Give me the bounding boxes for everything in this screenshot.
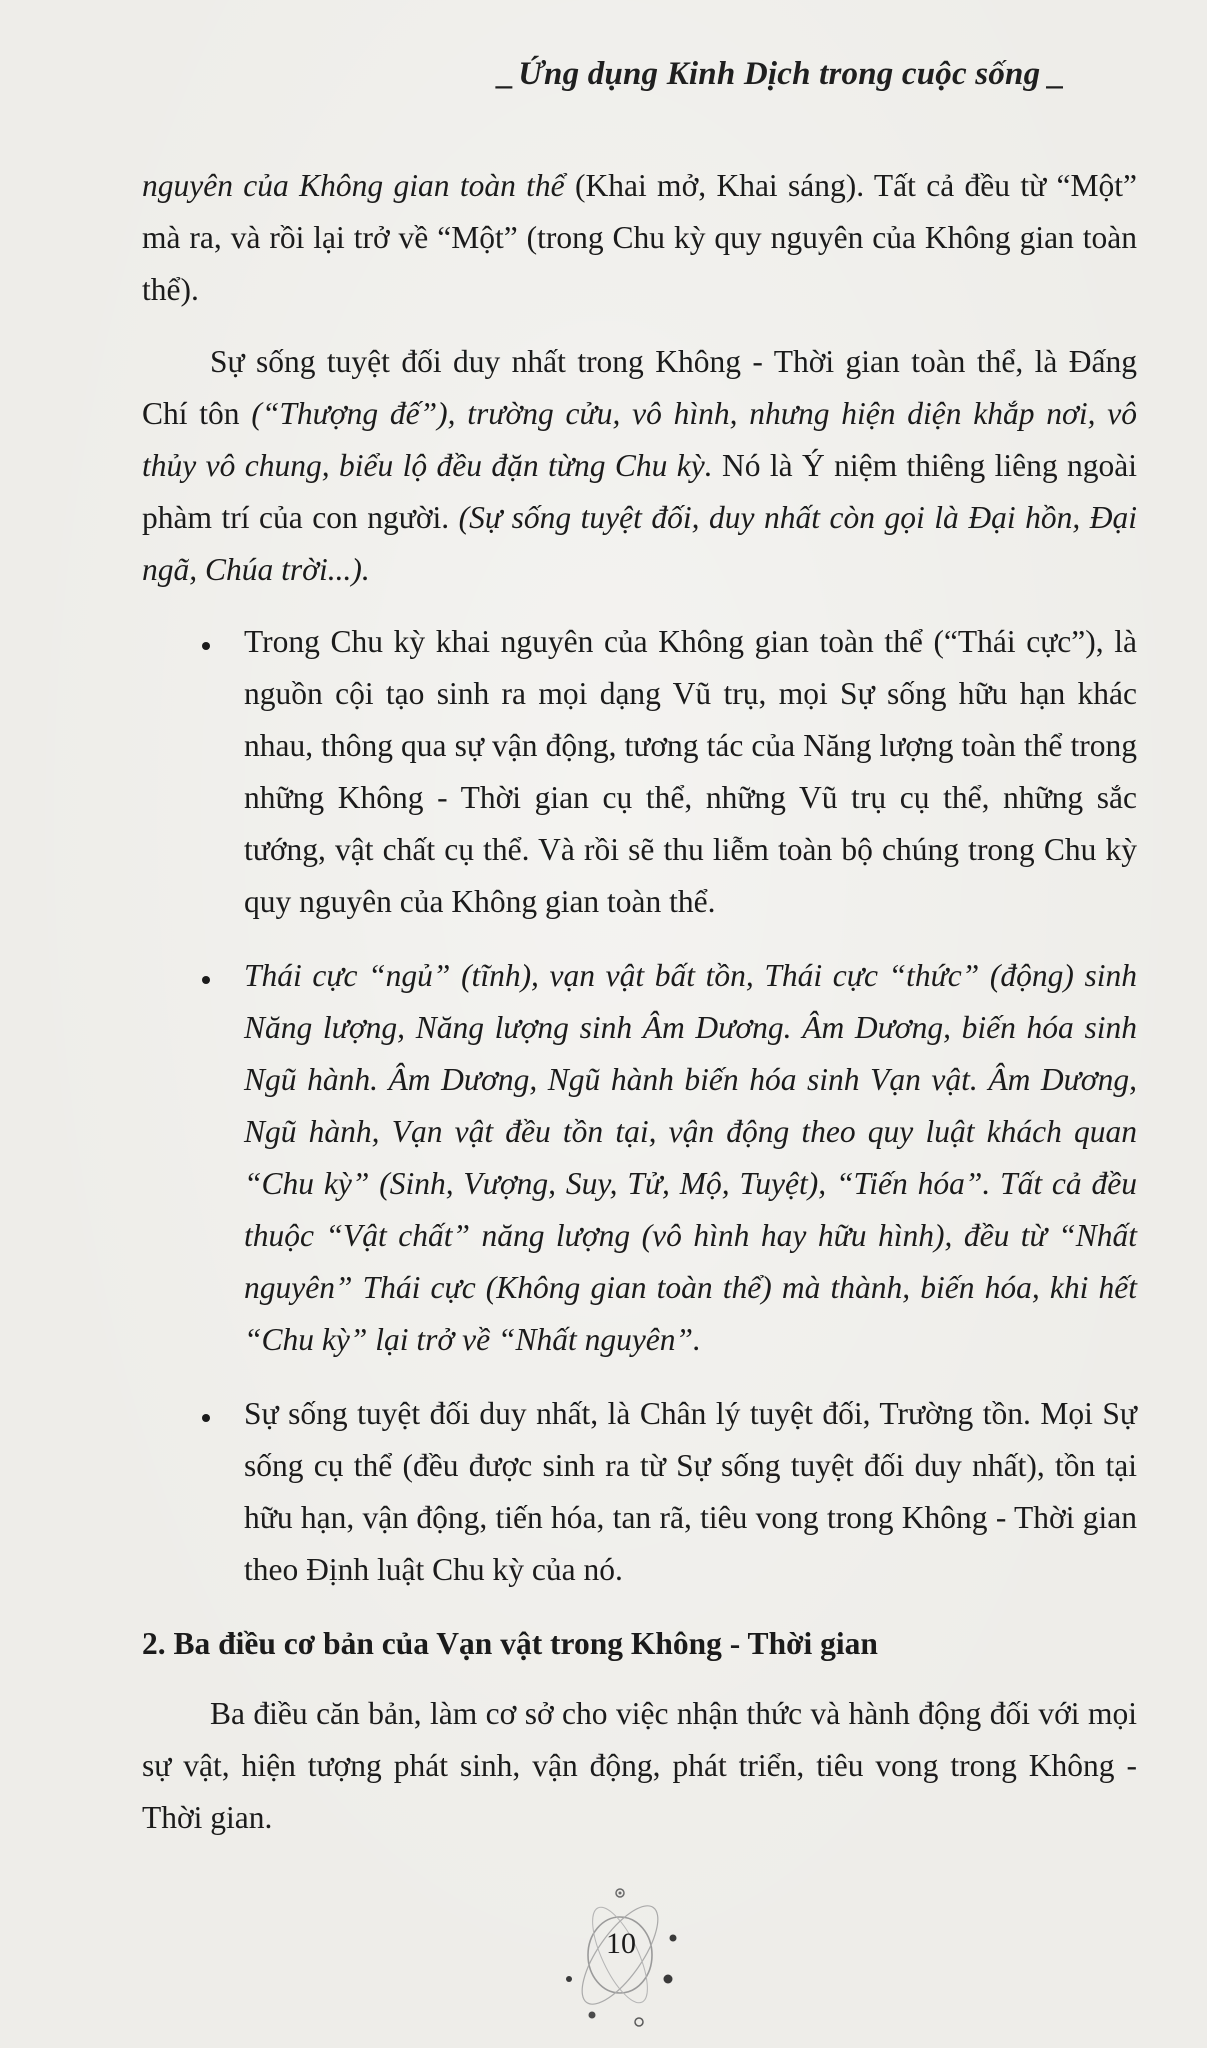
paragraph-2-c: Nó là Ý niệm thiêng liêng ngoài phàm trí của con người.	[142, 448, 1137, 535]
paragraph-2-d: (Sự sống tuyệt đối, duy nhất còn gọi là Đại hồn, Đại ngã, Chúa trời...).	[142, 500, 1137, 587]
running-title: Ứng dụng Kinh Dịch trong cuộc sống	[518, 56, 1041, 92]
paragraph-1-rest: (Khai mở, Khai sáng). Tất cả đều từ “Một” mà ra, và rồi lại trở về “Một” (trong Chu kỳ quy nguyên của Không gian toàn thể).	[142, 168, 1137, 307]
bullet-item-2	[244, 950, 1137, 1366]
bullet-item-3	[244, 1388, 1137, 1596]
bullet-text-3: Sự sống tuyệt đối duy nhất, là Chân lý tuyệt đối, Trường tồn. Mọi Sự sống cụ thể (đều được sinh ra từ Sự sống tuyệt đối duy nhất), tồn tại hữu hạn, vận động, tiến hóa, tan rã, tiêu vong trong Không - Thời gian theo Định luật Chu kỳ của nó.	[244, 1396, 1137, 1587]
bullet-dot-icon	[202, 642, 210, 650]
paragraph-2	[142, 336, 1137, 596]
bullet-dot-icon	[202, 976, 210, 984]
paragraph-1	[142, 160, 1137, 316]
bullet-list	[142, 616, 1137, 1596]
bullet-item-1	[244, 616, 1137, 928]
paragraph-2-a: Sự sống tuyệt đối duy nhất trong Không - Thời gian toàn thể, là Đấng Chí tôn	[142, 344, 1137, 431]
bullet-dot-icon	[202, 1414, 210, 1422]
header-dash-left: _	[495, 56, 513, 92]
body-text	[142, 160, 1137, 1864]
running-header	[490, 56, 1069, 93]
bullet-text-2: Thái cực “ngủ” (tĩnh), vạn vật bất tồn, Thái cực “thức” (động) sinh Năng lượng, Năng lượng sinh Âm Dương. Âm Dương, biến hóa sinh Ngũ hành. Âm Dương, Ngũ hành biến hóa sinh Vạn vật. Âm Dương, Ngũ hành, Vạn vật đều tồn tại, vận động theo quy luật khách quan “Chu kỳ” (Sinh, Vượng, Suy, Tử, Mộ, Tuyệt), “Tiến hóa”. Tất cả đều thuộc “Vật chất” năng lượng (vô hình hay hữu hình), đều từ “Nhất nguyên” Thái cực (Không gian toàn thể) mà thành, biến hóa, khi hết “Chu kỳ” lại trở về “Nhất nguyên”.	[244, 958, 1137, 1357]
paragraph-2-b: (“Thượng đế”), trường cửu, vô hình, nhưng hiện diện khắp nơi, vô thủy vô chung, biểu lộ đều đặn từng Chu kỳ.	[142, 396, 1137, 483]
section-paragraph: Ba điều căn bản, làm cơ sở cho việc nhận thức và hành động đối với mọi sự vật, hiện tượng phát sinh, vận động, phát triển, tiêu vong trong Không - Thời gian.	[142, 1696, 1137, 1835]
header-dash-right: _	[1046, 56, 1063, 92]
paragraph-1-italic: nguyên của Không gian toàn thể	[142, 168, 565, 203]
bullet-text-1: Trong Chu kỳ khai nguyên của Không gian toàn thể (“Thái cực”), là nguồn cội tạo sinh ra mọi dạng Vũ trụ, mọi Sự sống hữu hạn khác nhau, thông qua sự vận động, tương tác của Năng lượng toàn thể trong những Không - Thời gian cụ thể, những Vũ trụ cụ thể, những sắc tướng, vật chất cụ thể. Và rồi sẽ thu liễm toàn bộ chúng trong Chu kỳ quy nguyên của Không gian toàn thể.	[244, 624, 1137, 919]
page-number: 10	[606, 1927, 636, 1960]
section-heading: 2. Ba điều cơ bản của Vạn vật trong Không - Thời gian	[142, 1626, 878, 1661]
